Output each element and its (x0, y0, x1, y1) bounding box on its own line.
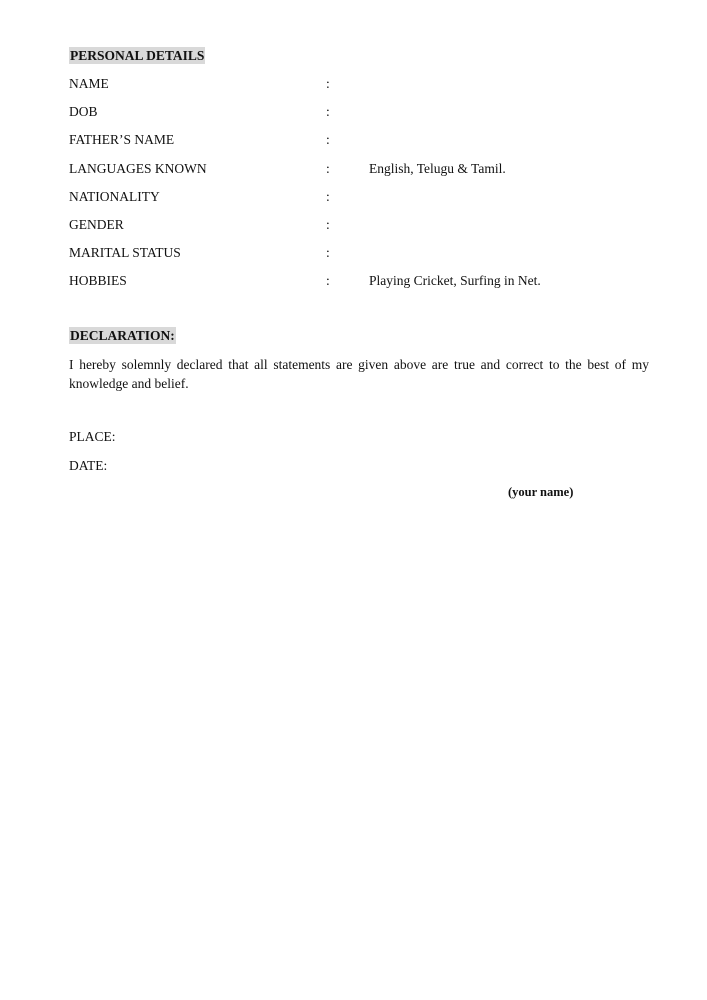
detail-value: English, Telugu & Tamil. (369, 160, 506, 176)
detail-label: MARITAL STATUS (69, 245, 181, 261)
detail-row-marital-status (69, 244, 669, 272)
detail-row-name (69, 75, 669, 103)
detail-row-hobbies (69, 272, 669, 300)
detail-colon: : (326, 188, 330, 204)
detail-label: GENDER (69, 216, 124, 232)
detail-row-dob (69, 103, 669, 131)
detail-label: DOB (69, 104, 98, 120)
detail-label: LANGUAGES KNOWN (69, 160, 207, 176)
personal-details-heading: PERSONAL DETAILS (70, 48, 205, 63)
detail-row-languages-known (69, 160, 669, 188)
detail-colon: : (326, 104, 330, 120)
place-label: PLACE: (69, 429, 116, 444)
detail-colon: : (326, 216, 330, 232)
declaration-text: I hereby solemnly declared that all statements are given above are true and correct to the best of my knowledge and belief. (69, 357, 649, 391)
signature-name: (your name) (508, 485, 574, 499)
detail-label: NAME (69, 76, 109, 91)
personal-details-list (69, 75, 669, 301)
detail-row-fathers-name (69, 131, 669, 159)
detail-value: Playing Cricket, Surfing in Net. (369, 273, 541, 289)
detail-colon: : (326, 160, 330, 176)
detail-colon: : (326, 132, 330, 148)
detail-row-nationality (69, 188, 669, 216)
detail-colon: : (326, 273, 330, 289)
detail-label: NATIONALITY (69, 188, 160, 204)
date-label: DATE: (69, 458, 108, 473)
declaration-heading: DECLARATION: (70, 328, 175, 343)
detail-row-gender (69, 216, 669, 244)
detail-label: HOBBIES (69, 273, 127, 289)
detail-label: FATHER’S NAME (69, 132, 175, 148)
detail-colon: : (326, 76, 330, 91)
detail-colon: : (326, 245, 330, 261)
